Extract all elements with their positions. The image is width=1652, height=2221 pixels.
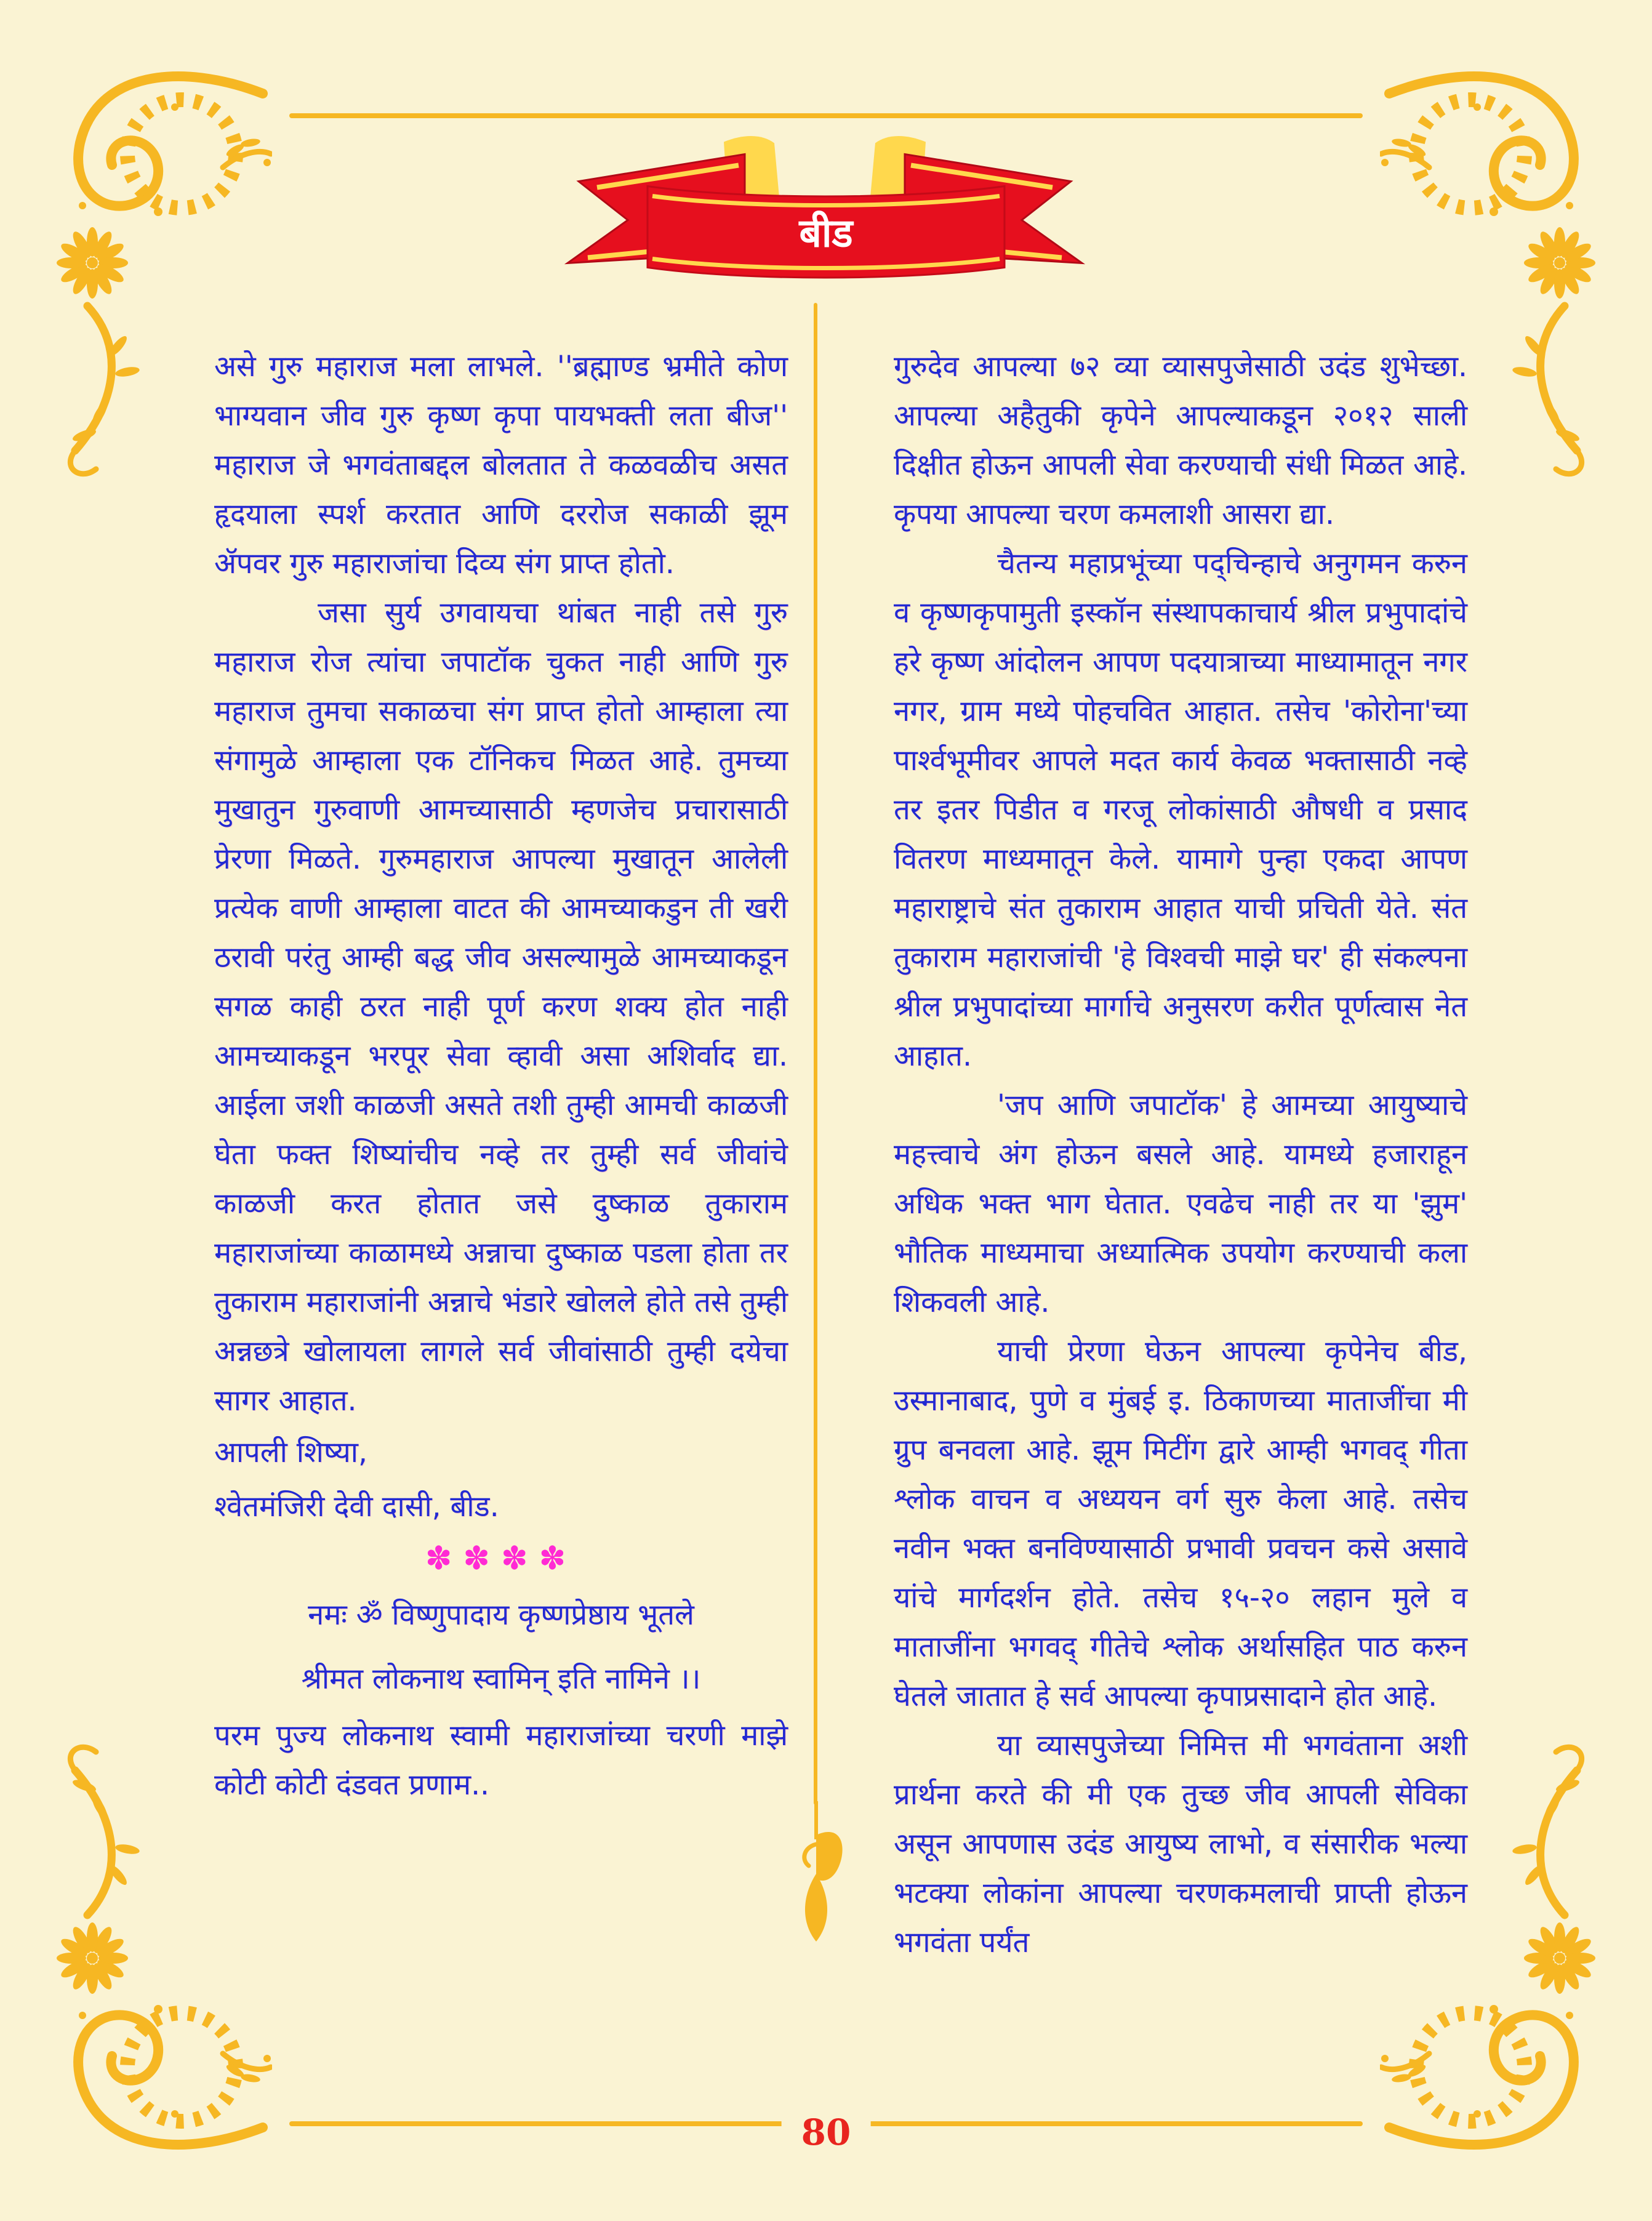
paragraph: चैतन्य महाप्रभूंच्या पद्चिन्हाचे अनुगमन करुन व कृष्णकृपामुती इस्कॉन संस्थापकाचार्य श्रील प्रभुपादांचे हरे कृष्ण आंदोलन आपण पदयात्राच्या माध्यामातून नगर नगर, ग्राम मध्ये पोहचवित आहात. तसेच 'कोरोना'च्या पार्श्वभूमीवर आपले मदत कार्य केवळ भक्तासाठी नव्हे तर इतर पिडीत व गरजू लोकांसाठी औषधी व प्रसाद वितरण माध्यमातून केले. यामागे पुन्हा एकदा आपण महाराष्ट्राचे संत तुकाराम आहात याची प्रचिती येते. संत तुकाराम महाराजांची 'हे विश्वची माझे घर' ही संकल्पना श्रील प्रभुपादांच्या मार्गाचे अनुसरण करीत पूर्णत्वास नेत आहात. [894,547,1467,1073]
shloka-line: नमः ॐ विष्णुपादाय कृष्णप्रेष्ठाय भूतले [308,1598,694,1632]
page-number: 80 [782,2111,871,2153]
banner-title: बीड [799,211,853,257]
paragraph: जसा सुर्य उगवायचा थांबत नाही तसे गुरु महाराज रोज त्यांचा जपाटॉक चुकत नाही आणि गुरु महाराज तुमचा सकाळचा संग प्राप्त होतो आम्हाला त्या संगामुळे आम्हाला एक टॉनिकच मिळत आहे. तुमच्या मुखातुन गुरुवाणी आमच्यासाठी म्हणजेच प्रचारासाठी प्रेरणा मिळते. गुरुमहाराज आपल्या मुखातून आलेली प्रत्येक वाणी आम्हाला वाटत की आमच्याकडुन ती खरी ठरावी परंतु आम्ही बद्ध जीव असल्यामुळे आमच्याकडून सगळ काही ठरत नाही पूर्ण करण शक्य होत नाही आमच्याकडून भरपूर सेवा व्हावी असा अशिर्वाद द्या. आईला जशी काळजी असते तशी तुम्ही आमची काळजी घेता फक्त शिष्यांचीच नव्हे तर तुम्ही सर्व जीवांचे काळजी करत होतात जसे दुष्काळ तुकाराम महाराजांच्या काळामध्ये अन्नाचा दुष्काळ पडला होता तर तुकाराम महाराजांनी अन्नाचे भंडारे खोलले होते तसे तुम्ही अन्नछत्रे खोलायला लागले सर्व जीवांसाठी तुम्ही दयेचा सागर आहात. [214,596,788,1418]
shloka-line: श्रीमत लोकनाथ स्वामिन् इति नामिने ।। [301,1662,701,1696]
paragraph: 'जप आणि जपाटॉक' हे आमच्या आयुष्याचे महत्त्वाचे अंग होऊन बसले आहे. यामध्ये हजाराहून अधिक भक्त भाग घेतात. एवढेच नाही तर या 'झुम' भौतिक माध्यमाचा अध्यात्मिक उपयोग करण्याची कला शिकवली आहे. [894,1088,1467,1319]
paragraph: याची प्रेरणा घेऊन आपल्या कृपेनेच बीड, उस्मानाबाद, पुणे व मुंबई इ. ठिकाणच्या माताजींचा मी ग्रुप बनवला आहे. झूम मिटींग द्वारे आम्ही भगवद् गीता श्लोक वाचन व अध्ययन वर्ग सुरु केला आहे. तसेच नवीन भक्त बनविण्यासाठी प्रभावी प्रवचन कसे असावे यांचे मार्गदर्शन होते. तसेच १५-२० लहान मुले व माताजींना भगवद् गीतेचे श्लोक अर्थासहित पाठ करुन घेतले जातात हे सर्व आपल्या कृपाप्रसादाने होत आहे. [894,1335,1467,1713]
left-text-column [214,342,788,1810]
paragraph: गुरुदेव आपल्या ७२ व्या व्यासपुजेसाठी उदंड शुभेच्छा. आपल्या अहैतुकी कृपेने आपल्याकडून २०१२ साली दिक्षीत होऊन आपली सेवा करण्याची संधी मिळत आहे. कृपया आपल्या चरण कमलाशी आसरा द्या. [894,350,1467,531]
closing-paragraph: परम पुज्य लोकनाथ स्वामी महाराजांच्या चरणी माझे कोटी कोटी दंडवत प्रणाम.. [214,1719,788,1802]
chapter-ribbon-banner [542,123,1108,280]
signature-line: आपली शिष्या, [214,1436,367,1469]
stars-separator: ✽✽✽✽ [425,1540,577,1577]
signature-line: श्वेतमंजिरी देवी दासी, बीड. [214,1490,499,1524]
divider-finial-icon [785,1801,847,1949]
paragraph: या व्यासपुजेच्या निमित्त मी भगवंताना अशी प्रार्थना करते की मी एक तुच्छ जीव आपली सेविका असून आपणास उदंड आयुष्य लाभो, व संसारीक भल्या भटक्या लोकांना आपल्या चरणकमलाची प्राप्ती होऊन भगवंता पर्यंत [894,1729,1467,1959]
column-divider-rule [814,303,817,1805]
top-border-rule [289,113,1363,118]
paragraph: असे गुरु महाराज मला लाभले. ''ब्रह्माण्ड भ्रमीते कोण भाग्यवान जीव गुरु कृष्ण कृपा पायभक्ती लता बीज'' महाराज जे भगवंताबद्दल बोलतात ते कळवळीच असत हृदयाला स्पर्श करतात आणि दररोज सकाळी झूम ॲपवर गुरु महाराजांचा दिव्य संग प्राप्त होतो. [214,350,788,580]
right-text-column [894,342,1467,1967]
